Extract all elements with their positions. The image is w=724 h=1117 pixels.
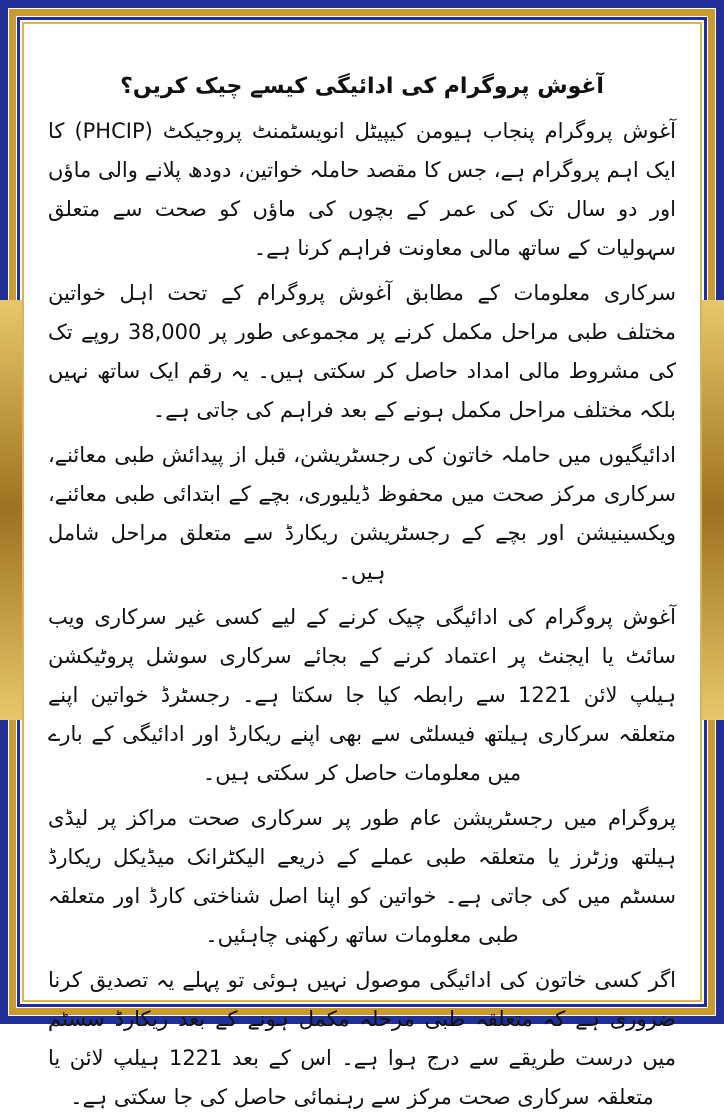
- corner-ornament-top-right: [694, 0, 724, 30]
- paragraph-intro: آغوش پروگرام پنجاب ہیومن کیپیٹل انویسٹمنٹ پروجیکٹ (PHCIP) کا ایک اہم پروگرام ہے، جس کا مقصد حاملہ خواتین، دودھ پلانے والی ماؤں اور دو سال تک کی عمر کے بچوں کی ماؤں کو صحت سے متعلق سہولیات کے ساتھ مالی معاونت فراہم کرنا ہے۔: [48, 119, 676, 260]
- paragraph-registration: پروگرام میں رجسٹریشن عام طور پر سرکاری صحت مراکز پر لیڈی ہیلتھ وزٹرز یا متعلقہ طبی عملے کے ذریعے الیکٹرانک میڈیکل ریکارڈ سسٹم میں کی جاتی ہے۔ خواتین کو اپنا اصل شناختی کارڈ اور متعلقہ طبی معلومات ساتھ رکھنی چاہئیں۔: [48, 806, 676, 947]
- paragraph-helpline: آغوش پروگرام کی ادائیگی چیک کرنے کے لیے کسی غیر سرکاری ویب سائٹ یا ایجنٹ پر اعتماد کرنے کے بجائے سرکاری سوشل پروٹیکشن ہیلپ لائن 1221 سے رابطہ کیا جا سکتا ہے۔ رجسٹرڈ خواتین اپنے متعلقہ سرکاری ہیلتھ فیسلٹی سے بھی اپنے ریکارڈ اور ادائیگی کے بارے میں معلومات حاصل کر سکتی ہیں۔: [48, 605, 676, 785]
- right-gold-ornament: [702, 300, 724, 720]
- paragraph-payment-stages: ادائیگیوں میں حاملہ خاتون کی رجسٹریشن، قبل از پیدائش طبی معائنے، سرکاری مرکز صحت میں محفوظ ڈیلیوری، بچے کے ابتدائی طبی معائنے، ویکسینیشن اور بچے کے رجسٹریشن ریکارڈ سے متعلق مراحل شامل ہیں۔: [48, 443, 676, 584]
- left-gold-ornament: [0, 300, 22, 720]
- paragraph-missing-payment: اگر کسی خاتون کی ادائیگی موصول نہیں ہوئی تو پہلے یہ تصدیق کرنا ضروری ہے کہ متعلقہ طبی مرحلہ مکمل ہونے کے بعد ریکارڈ سسٹم میں درست طریقے سے درج ہوا ہے۔ اس کے بعد 1221 ہیلپ لائن یا متعلقہ سرکاری صحت مرکز سے رہنمائی حاصل کی جا سکتی ہے۔: [48, 968, 676, 1109]
- article-body: [48, 68, 676, 1109]
- corner-ornament-top-left: [0, 0, 30, 30]
- corner-ornament-bottom-left: [0, 994, 30, 1024]
- corner-ornament-bottom-right: [694, 994, 724, 1024]
- paragraph-amount: سرکاری معلومات کے مطابق آغوش پروگرام کے تحت اہل خواتین مختلف طبی مراحل مکمل کرنے پر مجموعی طور پر 38,000 روپے تک کی مشروط مالی امداد حاصل کر سکتی ہیں۔ یہ رقم ایک ساتھ نہیں بلکہ مختلف مراحل مکمل ہونے کے بعد فراہم کی جاتی ہے۔: [48, 281, 676, 422]
- page-title: آغوش پروگرام کی ادائیگی کیسے چیک کریں؟: [120, 74, 604, 99]
